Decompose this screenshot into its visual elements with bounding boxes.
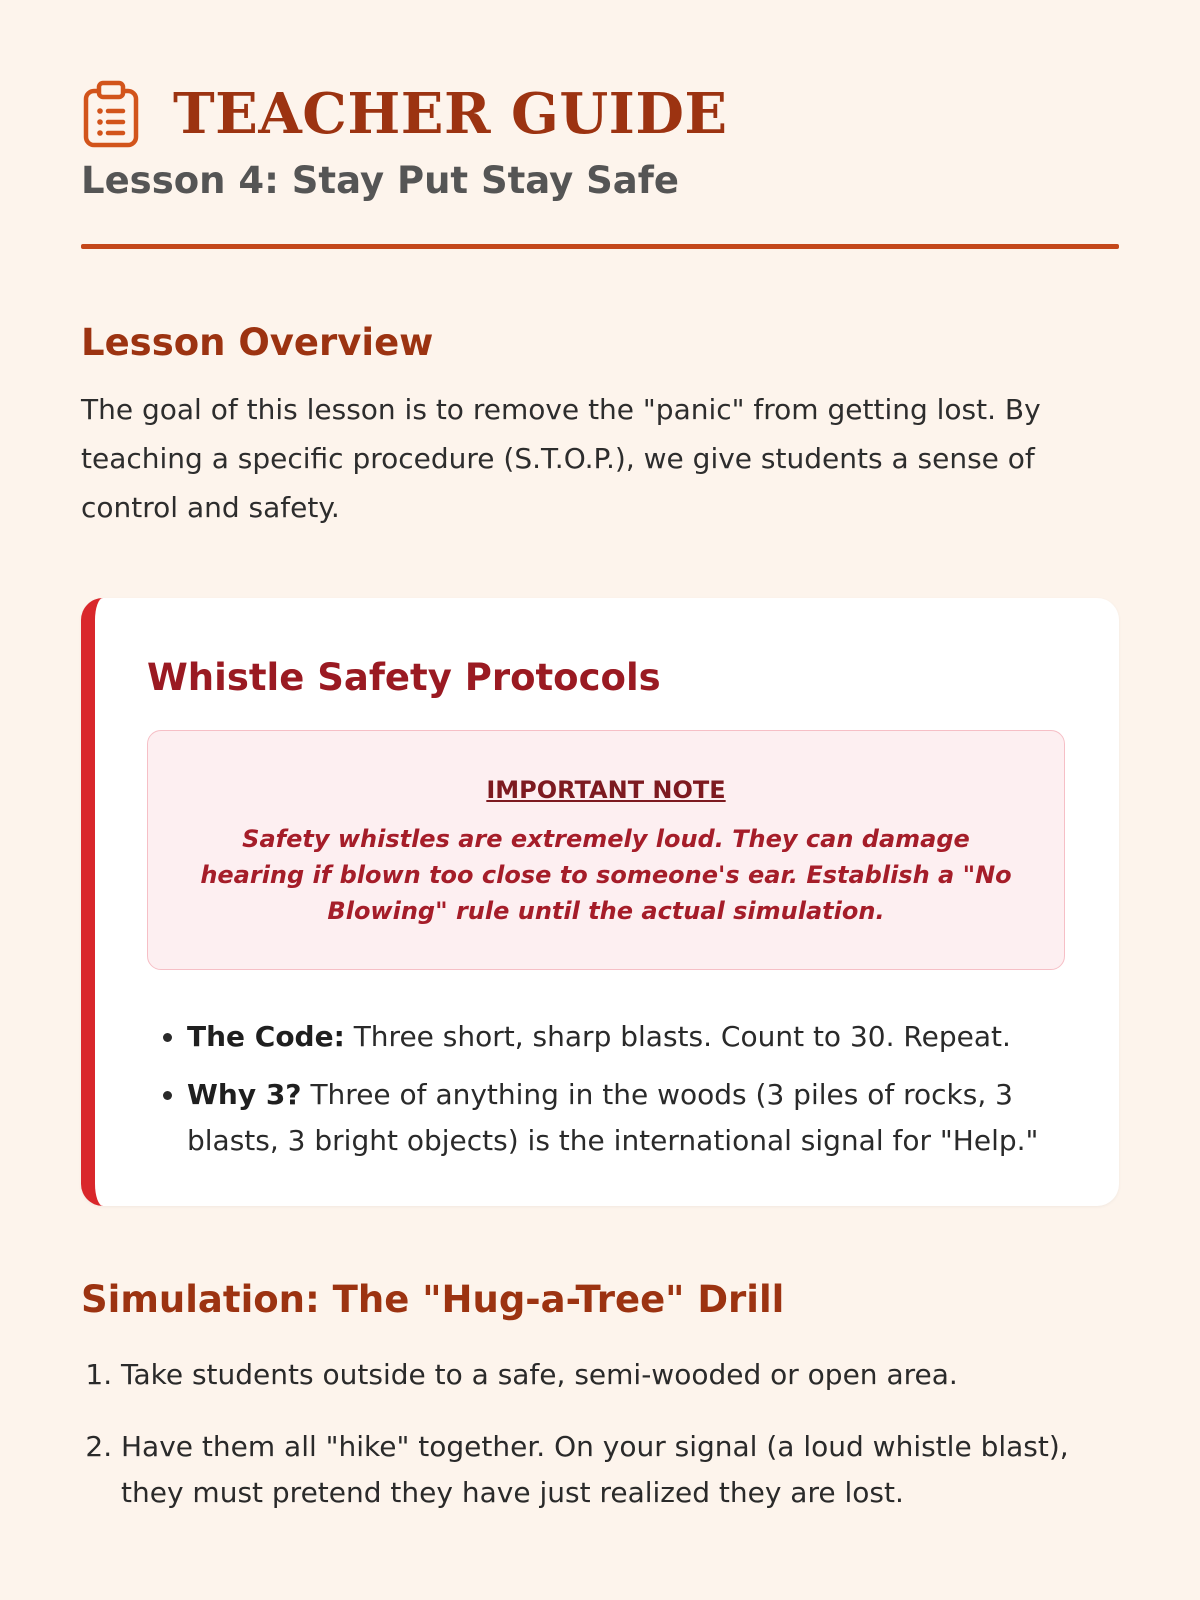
important-note-box bbox=[147, 730, 1065, 970]
list-item-text: Three short, sharp blasts. Count to 30. Repeat. bbox=[353, 1020, 1011, 1053]
overview-heading: Lesson Overview bbox=[81, 321, 434, 364]
page-title: TEACHER GUIDE bbox=[173, 81, 728, 147]
clipboard-list-icon bbox=[81, 80, 143, 148]
important-note-title: IMPORTANT NOTE bbox=[486, 776, 726, 804]
whistle-bullet-list bbox=[147, 1014, 1065, 1164]
list-item-text: Three of anything in the woods (3 piles of rocks, 3 blasts, 3 bright objects) is the international signal for "Help." bbox=[187, 1078, 1039, 1157]
simulation-steps-list bbox=[81, 1352, 1119, 1516]
important-note-text: Safety whistles are extremely loud. They can damage hearing if blown too close to someone's ear. Establish a "No Blowing" rule until the actual simulation. bbox=[200, 825, 1012, 925]
lesson-subtitle: Lesson 4: Stay Put Stay Safe bbox=[81, 159, 679, 202]
whistle-safety-heading: Whistle Safety Protocols bbox=[147, 656, 661, 699]
list-item bbox=[187, 1072, 1065, 1164]
whistle-safety-card bbox=[81, 598, 1119, 1206]
list-item: 2. Have them all "hike" together. On your signal (a loud whistle blast), they must pretend they have just realized they are lost. bbox=[121, 1424, 1119, 1516]
list-item-label: Why 3? bbox=[187, 1078, 302, 1111]
list-item: 1. Take students outside to a safe, semi-wooded or open area. bbox=[121, 1352, 1119, 1398]
simulation-heading: Simulation: The "Hug-a-Tree" Drill bbox=[81, 1278, 785, 1321]
header bbox=[81, 0, 1119, 148]
overview-text: The goal of this lesson is to remove the "panic" from getting lost. By teaching a specific procedure (S.T.O.P.), we give students a sense of control and safety. bbox=[81, 393, 1041, 524]
list-item bbox=[187, 1014, 1065, 1060]
header-divider bbox=[81, 244, 1119, 249]
list-item-label: The Code: bbox=[187, 1020, 345, 1053]
